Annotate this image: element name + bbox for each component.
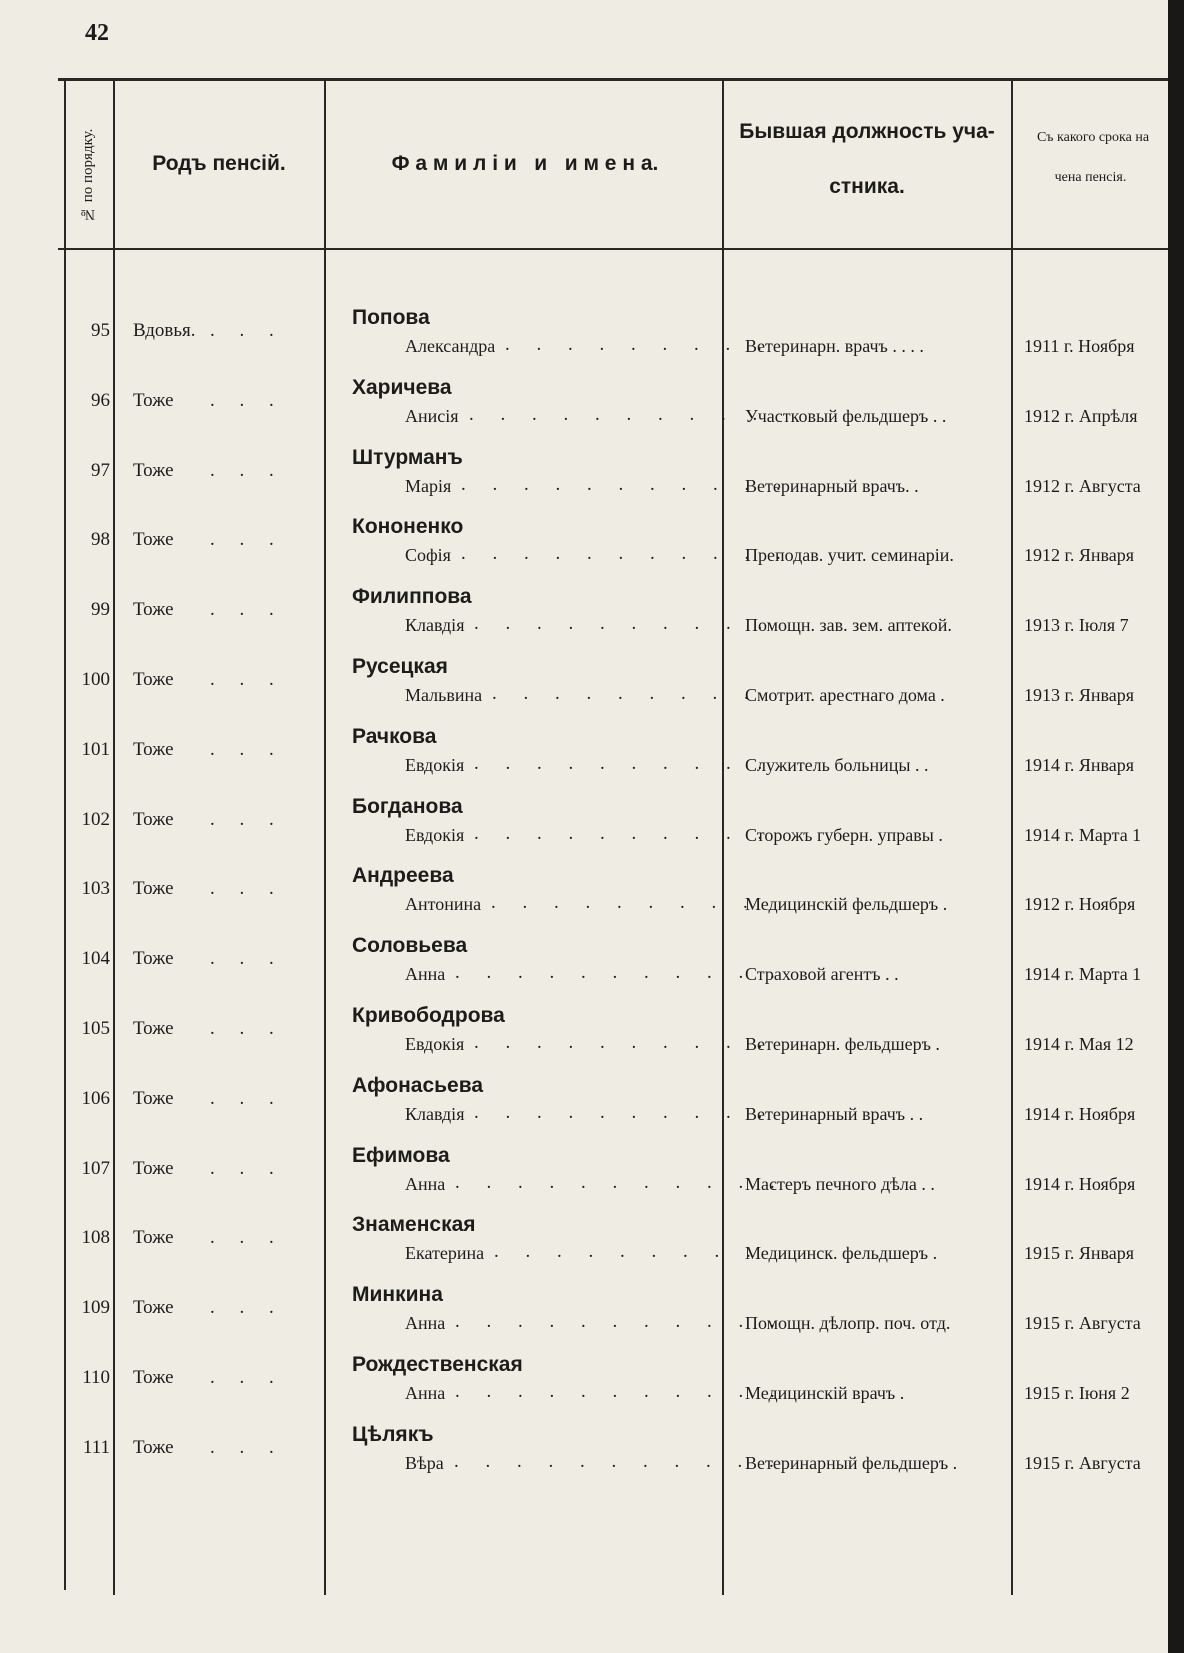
former-position: Ветеринарный фельдшеръ . [745, 1452, 958, 1473]
leader-dots: . . . [210, 599, 284, 621]
pension-start-date: 1911 г. Ноября [1024, 336, 1135, 356]
surname: Рождественская [352, 1353, 523, 1376]
table-row [0, 581, 1184, 651]
leader-dots: . . . [210, 1436, 284, 1458]
pension-start-date: 1913 г. Января [1024, 685, 1135, 705]
given-name: Клавдія [405, 1103, 465, 1124]
row-number: 104 [81, 948, 110, 970]
given-name: Анна [405, 1383, 446, 1403]
pension-type: Тоже [133, 599, 174, 621]
pension-start-date: 1914 г. Марта 1 [1024, 824, 1142, 845]
row-number: 100 [81, 669, 110, 690]
row-number: 103 [81, 878, 110, 900]
table-row [0, 511, 1184, 581]
table-row [0, 1419, 1184, 1489]
leader-dots: . . . . . . . . . [492, 683, 760, 704]
former-position: Ветеринарный врачъ. . [745, 475, 919, 496]
pension-type: Тоже [133, 529, 174, 551]
surname: Кононенко [352, 515, 464, 539]
pension-type: Тоже [133, 669, 174, 690]
given-name: Евдокія [405, 1034, 465, 1054]
surname: Афонасьева [352, 1073, 484, 1097]
table-row [0, 1070, 1184, 1140]
surname: Рачкова [352, 724, 437, 748]
leader-dots: . . . [210, 1297, 284, 1319]
pension-type: Тоже [133, 808, 174, 830]
surname: Знаменская [352, 1213, 476, 1237]
table-row [0, 651, 1184, 721]
row-number: 99 [91, 599, 110, 621]
leader-dots: . . . . . . . . . . [474, 1101, 774, 1123]
header-bottom-rule [58, 248, 1168, 250]
pension-type: Тоже [133, 878, 174, 900]
leader-dots: . . . . . . . . . . [469, 403, 769, 425]
pension-type: Тоже [133, 1367, 174, 1388]
former-position: Сторожъ губерн. управы . [745, 824, 943, 845]
given-name: Антонина [405, 894, 482, 915]
table-row [0, 1279, 1184, 1349]
pension-start-date: 1915 г. Іюня 2 [1024, 1383, 1130, 1403]
leader-dots: . . . [210, 1087, 284, 1109]
former-position: Смотрит. арестнаго дома . [745, 685, 945, 705]
former-position: Медицинск. фельдшеръ . [745, 1243, 938, 1264]
leader-dots: . . . [210, 389, 284, 411]
surname: Филиппова [352, 585, 472, 609]
leader-dots: . . . [210, 669, 284, 690]
given-name: Анна [405, 1173, 446, 1194]
pension-type: Тоже [133, 1087, 174, 1109]
pension-start-date: 1912 г. Апрѣля [1024, 405, 1138, 426]
leader-dots: . . . . . . . . . . . [455, 1381, 786, 1402]
leader-dots: . . . . . . . . . . . [455, 1171, 786, 1193]
former-position: Страховой агентъ . . [745, 964, 899, 985]
former-position: Ветеринарн. врачъ . . . . [745, 336, 924, 356]
pension-start-date: 1914 г. Января [1024, 754, 1135, 775]
page-edge-shadow [1168, 0, 1184, 1653]
leader-dots: . . . . . . . . . . [474, 1032, 774, 1053]
row-number: 95 [91, 320, 110, 341]
former-position: Медицинскій фельдшеръ . [745, 894, 948, 915]
pension-type: Вдовья. [133, 320, 196, 341]
given-name: Клавдія [405, 615, 465, 636]
leader-dots: . . . [210, 320, 284, 341]
pension-start-date: 1912 г. Ноября [1024, 894, 1136, 915]
leader-dots: . . . [210, 948, 284, 970]
former-position: Ветеринарный врачъ . . [745, 1103, 924, 1124]
pension-start-date: 1915 г. Января [1024, 1243, 1135, 1264]
row-number: 96 [91, 389, 110, 411]
table-row [0, 442, 1184, 512]
header-position-line1: Бывшая должность уча- [739, 120, 995, 143]
surname: Богданова [352, 794, 463, 818]
pension-type: Тоже [133, 1157, 174, 1179]
pension-type: Тоже [133, 1297, 174, 1319]
given-name: Анна [405, 964, 446, 985]
pension-type: Тоже [133, 1227, 174, 1249]
surname: Минкина [352, 1283, 443, 1307]
given-name: Анна [405, 1313, 446, 1334]
pension-start-date: 1912 г. Августа [1024, 475, 1141, 496]
header-position-line2: стника. [829, 175, 905, 198]
pension-start-date: 1913 г. Іюля 7 [1024, 615, 1129, 636]
row-number: 97 [91, 459, 110, 481]
leader-dots: . . . [210, 808, 284, 830]
header-names: Ф а м и л і и и и м е н а. [391, 152, 659, 175]
surname: Андреева [352, 864, 454, 888]
pension-start-date: 1915 г. Августа [1024, 1452, 1141, 1473]
table-row [0, 1140, 1184, 1210]
pension-start-date: 1914 г. Марта 1 [1024, 964, 1142, 985]
leader-dots: . . . . . . . . . [491, 892, 759, 914]
leader-dots: . . . [210, 1018, 284, 1039]
leader-dots: . . . . . . . . . . . [454, 1450, 785, 1472]
leader-dots: . . . . . . . . . . . [461, 543, 792, 565]
header-number: № по порядку. [80, 128, 96, 222]
row-number: 105 [81, 1018, 110, 1039]
pension-type: Тоже [133, 1436, 174, 1458]
leader-dots: . . . . . . . . . . . [455, 1311, 786, 1333]
leader-dots: . . . . . . . . . . [474, 752, 774, 774]
pension-type: Тоже [133, 1018, 174, 1039]
leader-dots: . . . [210, 878, 284, 900]
row-number: 109 [81, 1297, 110, 1319]
given-name: Анисія [405, 405, 459, 426]
former-position: Участковый фельдшеръ . . [745, 405, 947, 426]
row-number: 101 [81, 738, 110, 760]
leader-dots: . . . . . . . . . . . [461, 473, 792, 495]
table-row [0, 791, 1184, 861]
leader-dots: . . . . . . . . . [494, 1241, 762, 1263]
pension-start-date: 1912 г. Января [1024, 545, 1135, 566]
row-number: 102 [81, 808, 110, 830]
pension-start-date: 1914 г. Ноября [1024, 1173, 1136, 1194]
row-number: 110 [82, 1367, 110, 1388]
row-number: 111 [82, 1436, 110, 1458]
leader-dots: . . . . . . . . . [505, 334, 773, 355]
header-date-line2: чена пенсія. [1054, 170, 1127, 185]
table-row [0, 1000, 1184, 1070]
row-number: 98 [91, 529, 110, 551]
given-name: Марія [405, 475, 452, 496]
given-name: Мальвина [405, 685, 483, 705]
surname: Русецкая [352, 655, 448, 678]
surname: Цѣлякъ [352, 1422, 434, 1446]
leader-dots: . . . [210, 1367, 284, 1388]
former-position: Преподав. учит. семинаріи. [745, 545, 954, 566]
former-position: Помощн. зав. зем. аптекой. [745, 615, 952, 636]
leader-dots: . . . [210, 1227, 284, 1249]
table-row [0, 302, 1184, 372]
surname: Попова [352, 306, 430, 329]
row-number: 108 [81, 1227, 110, 1249]
table-top-rule [58, 78, 1168, 81]
former-position: Ветеринарн. фельдшеръ . [745, 1034, 940, 1054]
given-name: Екатерина [405, 1243, 485, 1264]
table-row [0, 930, 1184, 1000]
page-number: 42 [85, 20, 109, 46]
leader-dots: . . . [210, 738, 284, 760]
table-row [0, 1349, 1184, 1419]
leader-dots: . . . . . . . . . . [474, 822, 774, 844]
former-position: Медицинскій врачъ . [745, 1383, 905, 1403]
row-number: 106 [81, 1087, 110, 1109]
former-position: Служитель больницы . . [745, 754, 929, 775]
table-row [0, 860, 1184, 930]
leader-dots: . . . . . . . . . . . [455, 962, 786, 984]
header-date-line1: Съ какого срока на [1036, 130, 1150, 145]
former-position: Мастеръ печного дѣла . . [745, 1173, 935, 1194]
given-name: Евдокія [405, 754, 465, 775]
surname: Штурманъ [352, 445, 463, 469]
leader-dots: . . . [210, 1157, 284, 1179]
former-position: Помощн. дѣлопр. поч. отд. [745, 1313, 951, 1334]
pension-start-date: 1915 г. Августа [1024, 1313, 1141, 1334]
row-number: 107 [81, 1157, 110, 1179]
surname: Харичева [352, 375, 452, 399]
pension-type: Тоже [133, 948, 174, 970]
leader-dots: . . . [210, 459, 284, 481]
pension-type: Тоже [133, 738, 174, 760]
leader-dots: . . . . . . . . . . [474, 613, 774, 635]
table-row [0, 372, 1184, 442]
pension-start-date: 1914 г. Мая 12 [1024, 1034, 1134, 1054]
surname: Ефимова [352, 1143, 450, 1167]
pension-type: Тоже [133, 459, 174, 481]
header-pension-type: Родъ пенсій. [152, 152, 286, 175]
given-name: Вѣра [405, 1452, 444, 1473]
table-row [0, 1209, 1184, 1279]
surname: Кривободрова [352, 1004, 505, 1027]
given-name: Александра [405, 336, 496, 356]
table-row [0, 721, 1184, 791]
leader-dots: . . . [210, 529, 284, 551]
pension-type: Тоже [133, 389, 174, 411]
surname: Соловьева [352, 934, 468, 958]
pension-start-date: 1914 г. Ноября [1024, 1103, 1136, 1124]
given-name: Софія [405, 545, 451, 566]
given-name: Евдокія [405, 824, 465, 845]
